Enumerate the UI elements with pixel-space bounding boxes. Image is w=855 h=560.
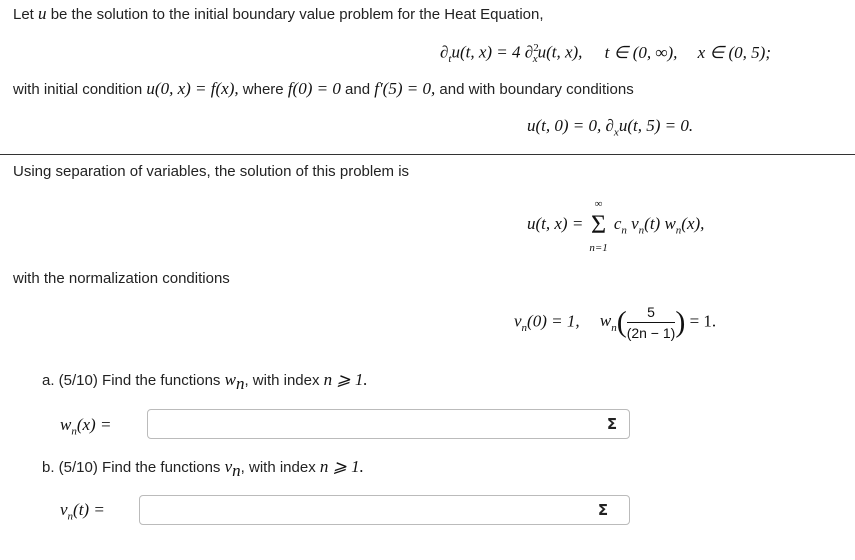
boundary-conditions: u(t, 0) = 0, $\partial_xu(t$, 5) = 0. [527, 116, 694, 139]
sum-upper: ∞ [594, 198, 603, 210]
norm-end: = 1. [689, 311, 717, 331]
series-term: (t) w [644, 213, 676, 233]
sigma-glyph: Σ [590, 210, 607, 239]
part-a-cond: n ⩾ 1. [323, 370, 368, 389]
normalization-conditions: $v_n(0) = 1$, $w_n$( $\frac{5}{(2n - 1)}$ ) = 1. [514, 304, 717, 341]
ic-text-3: and [345, 81, 371, 98]
part-b-lhs-text: (t) = [73, 500, 105, 519]
answer-input-w[interactable] [147, 409, 630, 439]
part-a-sub: n [235, 374, 245, 393]
intro-line [13, 4, 544, 24]
pde-right: u(t, x), [537, 42, 583, 62]
pde-left: u(t, x) = 4 ∂ [451, 42, 534, 62]
part-b-text: b. (5/10) Find the functions [42, 459, 221, 476]
separation-text: Using separation of variables, the solution of this problem is [13, 163, 410, 180]
part-a-lhs: $w_n(x)$ = [60, 415, 112, 438]
t-domain: t ∈ (0, ∞), [604, 42, 678, 62]
divider [0, 154, 855, 155]
part-b-var: v [224, 457, 233, 476]
sum-symbol [588, 198, 610, 254]
norm-v: (0) = 1, [527, 311, 580, 331]
answer-input-v[interactable] [139, 495, 630, 525]
ic-text-4: and with boundary conditions [439, 81, 634, 98]
part-a-lhs-text: (x) = [76, 415, 112, 434]
part-a-index: , with index [244, 372, 320, 389]
part-a-label [42, 370, 368, 394]
part-b-index: , with index [240, 459, 316, 476]
heat-equation: $\partial_tu(t$, x) = 4 ∂$^2_x$u(t, x), t ∈ (0, ∞), x ∈ (0, 5); [440, 42, 771, 66]
frac-num: 5 [627, 304, 676, 323]
fraction [627, 304, 676, 341]
initial-condition-line [13, 79, 634, 99]
coef-c: c [613, 213, 622, 233]
ic-text: with initial condition [13, 81, 143, 98]
f-at-0: f(0) = 0 [287, 79, 341, 98]
x-domain: x ∈ (0, 5); [697, 42, 771, 62]
series-solution: u(t, x) = ∞ Σ n=1 $c_n$ $v_n(t)$ $w_n(x)$, [527, 198, 705, 254]
part-b-cond: n ⩾ 1. [319, 457, 364, 476]
var-u: u [38, 4, 47, 23]
part-a-text: a. (5/10) Find the functions [42, 372, 221, 389]
partial-symbol: ∂ [440, 42, 449, 62]
part-b-label [42, 457, 364, 481]
bc-right: u(t, 5) = 0. [618, 116, 694, 135]
f-prime-at-5: f′(5) = 0, [374, 79, 436, 98]
func-v: v [631, 213, 639, 233]
frac-den: (2n − 1) [626, 325, 676, 341]
sigma-icon[interactable]: Σ [597, 501, 609, 519]
part-b-sub: n [232, 461, 241, 480]
ic-text-2: where [242, 81, 284, 98]
sum-lower: n=1 [589, 242, 608, 254]
sigma-icon[interactable]: Σ [606, 415, 618, 433]
bc-left: u(t, 0) = 0, ∂ [527, 116, 614, 135]
part-b-lhs: $v_n(t)$ = [60, 500, 105, 523]
intro-text-2: be the solution to the initial boundary value problem for the Heat Equation, [50, 6, 544, 23]
series-lhs: u(t, x) = [527, 213, 584, 233]
ic-equation: u(0, x) = f(x), [146, 79, 239, 98]
intro-text: Let [13, 6, 34, 23]
series-end: (x), [681, 213, 705, 233]
normalization-text: with the normalization conditions [13, 270, 230, 287]
part-a-var: w [224, 370, 236, 389]
